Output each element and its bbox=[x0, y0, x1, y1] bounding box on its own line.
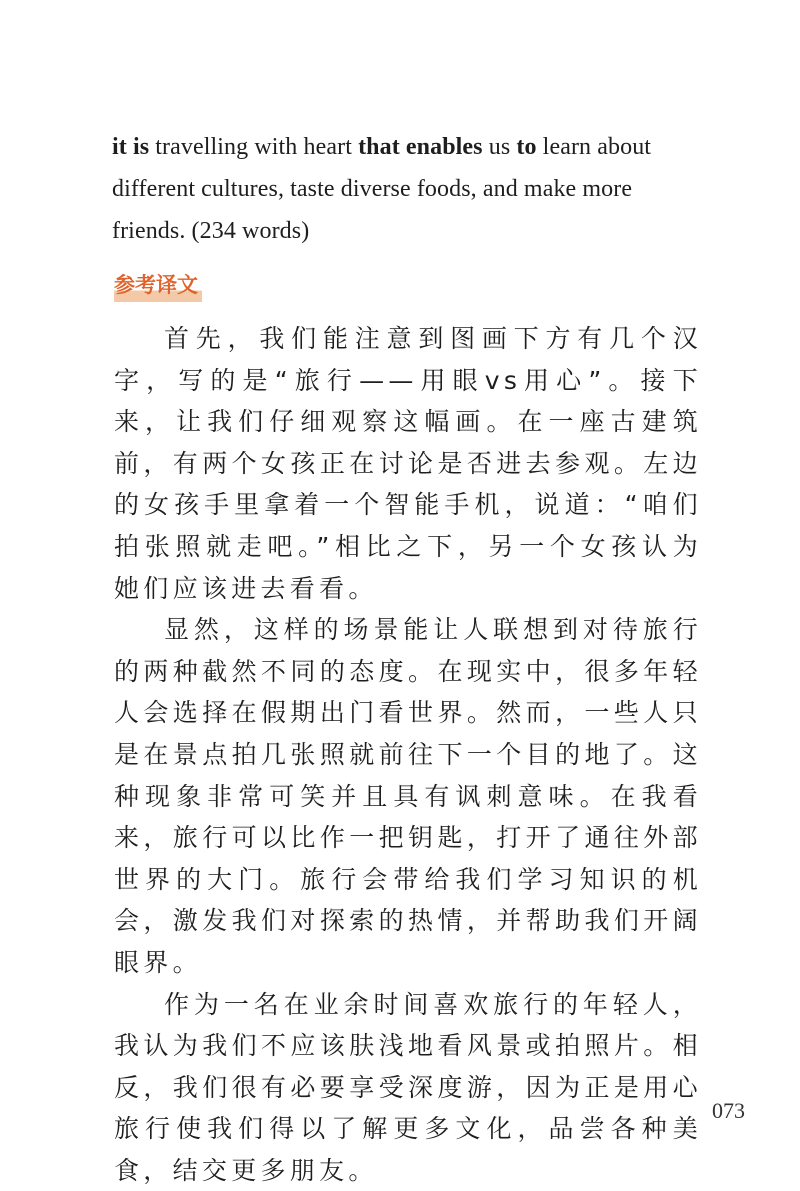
translation-paragraph-3: 作为一名在业余时间喜欢旅行的年轻人，我认为我们不应该肤浅地看风景或拍照片。相反，我们很有必要享受深度游，因为正是用心旅行使我们得以了解更多文化，品尝各种美食，结交更多朋友。 bbox=[114, 984, 702, 1191]
page-number: 073 bbox=[712, 1098, 745, 1124]
reference-translation-heading: 参考译文 bbox=[114, 268, 202, 302]
translation-paragraph-2: 显然，这样的场景能让人联想到对待旅行的两种截然不同的态度。在现实中，很多年轻人会选择在假期出门看世界。然而，一些人只是在景点拍几张照就前往下一个目的地了。这种现象非常可笑并且具有讽刺意味。在我看来，旅行可以比作一把钥匙，打开了通往外部世界的大门。旅行会带给我们学习知识的机会，激发我们对探索的热情，并帮助我们开阔眼界。 bbox=[114, 609, 702, 983]
essay-text: us bbox=[483, 134, 517, 160]
emphasis-it-is: it is bbox=[112, 134, 149, 160]
translation-body bbox=[114, 318, 702, 1191]
translation-paragraph-1: 首先，我们能注意到图画下方有几个汉字，写的是“旅行——用眼vs用心”。接下来，让我们仔细观察这幅画。在一座古建筑前，有两个女孩正在讨论是否进去参观。左边的女孩手里拿着一个智能手机，说道：“咱们拍张照就走吧。”相比之下，另一个女孩认为她们应该进去看看。 bbox=[114, 318, 702, 609]
english-essay-ending bbox=[112, 126, 702, 252]
emphasis-to: to bbox=[516, 134, 536, 160]
essay-text: travelling with heart bbox=[149, 134, 358, 160]
essay-text: learn about different cultures, taste diverse foods, and make more friends. (234 words) bbox=[112, 134, 651, 244]
emphasis-that-enables: that enables bbox=[358, 134, 483, 160]
